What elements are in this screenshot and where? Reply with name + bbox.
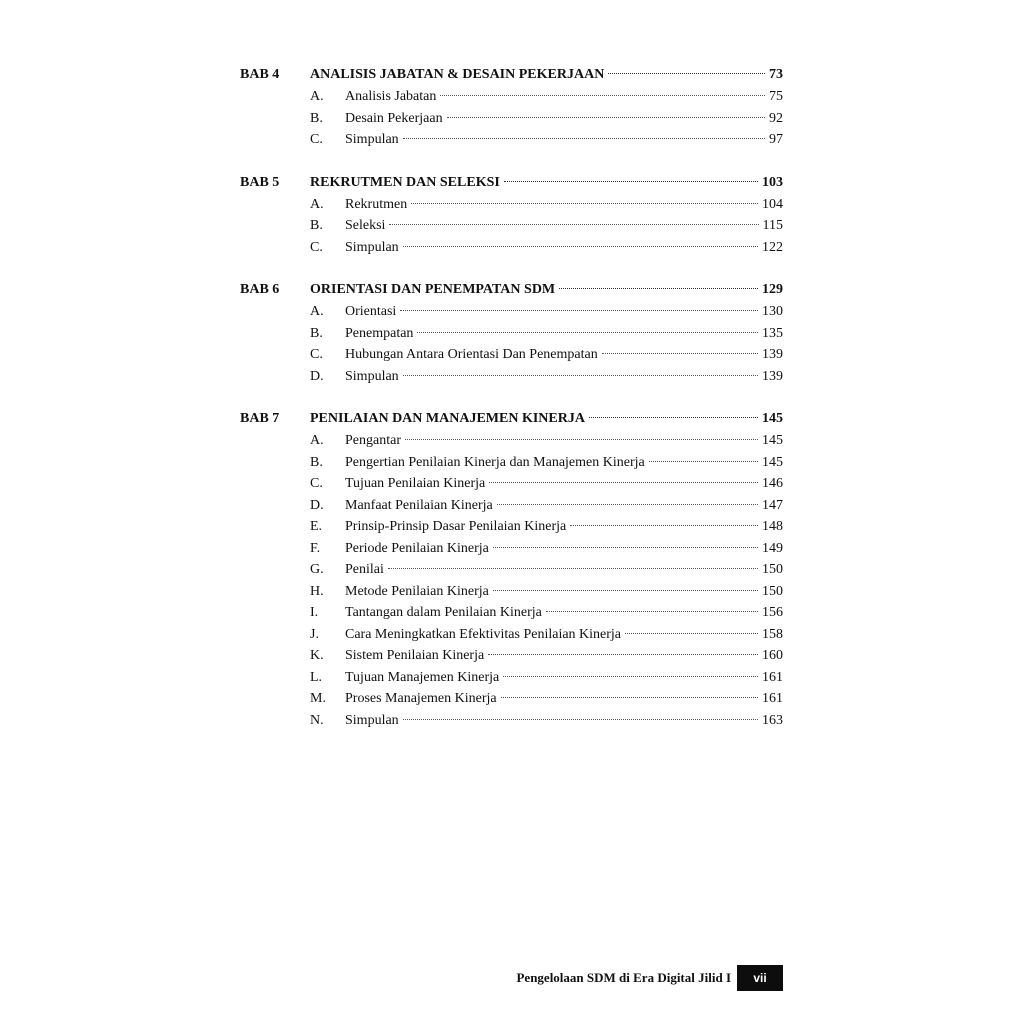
section-title: Sistem Penilaian Kinerja <box>345 648 485 663</box>
chapter-block <box>240 408 783 731</box>
dot-leader <box>488 654 758 655</box>
section-letter: A. <box>310 196 324 212</box>
dot-leader <box>489 482 758 483</box>
section-letter: A. <box>310 89 324 104</box>
section-title: Analisis Jabatan <box>345 89 437 104</box>
section-title: Hubungan Antara Orientasi Dan Penempatan <box>345 347 598 362</box>
section-entry <box>240 215 783 237</box>
chapter-block <box>240 64 783 151</box>
section-page-number: 92 <box>769 110 783 126</box>
section-letter: H. <box>310 583 324 599</box>
dot-leader <box>388 568 758 569</box>
section-entry <box>240 710 783 732</box>
chapter-heading <box>240 279 783 301</box>
dot-leader <box>493 547 758 548</box>
section-entry <box>240 129 783 151</box>
section-letter: A. <box>310 433 324 448</box>
section-letter: M. <box>310 691 326 706</box>
section-page-number: 145 <box>762 454 783 470</box>
section-page-number: 130 <box>762 304 783 319</box>
section-page-number: 122 <box>762 239 783 255</box>
section-title: Manfaat Penilaian Kinerja <box>345 497 493 513</box>
section-letter: E. <box>310 519 323 534</box>
section-title: Proses Manajemen Kinerja <box>345 691 497 706</box>
section-title: Periode Penilaian Kinerja <box>345 540 489 556</box>
dot-leader <box>649 461 758 462</box>
dot-leader <box>447 117 765 118</box>
dot-leader <box>417 332 758 333</box>
section-title: Simpulan <box>345 368 399 384</box>
section-title: Orientasi <box>345 304 397 319</box>
section-letter: B. <box>310 454 323 470</box>
section-letter: C. <box>310 347 323 362</box>
section-entry <box>240 430 783 452</box>
section-letter: B. <box>310 110 323 126</box>
dot-leader <box>403 246 758 247</box>
dot-leader <box>625 633 758 634</box>
section-page-number: 150 <box>762 583 783 599</box>
section-page-number: 148 <box>762 519 783 534</box>
section-letter: C. <box>310 476 323 491</box>
page-footer <box>516 965 783 991</box>
dot-leader <box>405 439 758 440</box>
chapter-title: PENILAIAN DAN MANAJEMEN KINERJA <box>310 411 585 426</box>
section-letter: G. <box>310 562 324 577</box>
section-page-number: 147 <box>762 497 783 513</box>
chapter-title: REKRUTMEN DAN SELEKSI <box>310 174 500 190</box>
section-letter: N. <box>310 712 324 728</box>
section-letter: D. <box>310 497 324 513</box>
dot-leader <box>403 375 758 376</box>
section-title: Simpulan <box>345 239 399 255</box>
section-entry <box>240 559 783 581</box>
section-page-number: 139 <box>762 368 783 384</box>
dot-leader <box>501 697 758 698</box>
dot-leader <box>411 203 758 204</box>
section-page-number: 139 <box>762 347 783 362</box>
section-title: Metode Penilaian Kinerja <box>345 583 489 599</box>
dot-leader <box>602 353 758 354</box>
dot-leader <box>400 310 758 311</box>
section-entry <box>240 667 783 689</box>
section-title: Prinsip-Prinsip Dasar Penilaian Kinerja <box>345 519 567 534</box>
section-entry <box>240 108 783 130</box>
section-entry <box>240 645 783 667</box>
chapter-number: BAB 4 <box>240 67 280 82</box>
chapter-title: ORIENTASI DAN PENEMPATAN SDM <box>310 282 556 297</box>
dot-leader <box>497 504 758 505</box>
section-letter: B. <box>310 325 323 341</box>
section-letter: L. <box>310 669 323 685</box>
section-letter: J. <box>310 626 319 642</box>
chapter-block <box>240 172 783 259</box>
section-page-number: 158 <box>762 626 783 642</box>
dot-leader <box>440 95 765 96</box>
dot-leader <box>389 224 758 225</box>
dot-leader <box>608 73 765 74</box>
section-entry <box>240 344 783 366</box>
section-entry <box>240 538 783 560</box>
section-entry <box>240 688 783 710</box>
section-title: Tujuan Penilaian Kinerja <box>345 476 486 491</box>
section-title: Pengertian Penilaian Kinerja dan Manajemen Kinerja <box>345 454 645 470</box>
section-entry <box>240 473 783 495</box>
chapter-heading <box>240 408 783 430</box>
dot-leader <box>546 611 758 612</box>
footer-book-title: Pengelolaan SDM di Era Digital Jilid I <box>516 970 731 985</box>
section-page-number: 156 <box>762 605 783 620</box>
chapter-number: BAB 7 <box>240 411 280 426</box>
section-title: Desain Pekerjaan <box>345 110 443 126</box>
section-page-number: 146 <box>762 476 783 491</box>
section-page-number: 163 <box>762 712 783 728</box>
section-entry <box>240 194 783 216</box>
chapter-number: BAB 5 <box>240 174 280 190</box>
chapter-heading <box>240 64 783 86</box>
section-title: Tujuan Manajemen Kinerja <box>345 669 500 685</box>
section-entry <box>240 516 783 538</box>
dot-leader <box>403 719 758 720</box>
section-entry <box>240 602 783 624</box>
section-title: Cara Meningkatkan Efektivitas Penilaian Kinerja <box>345 626 622 642</box>
chapter-page-number: 73 <box>769 67 783 82</box>
dot-leader <box>559 288 758 289</box>
chapter-heading <box>240 172 783 194</box>
section-letter: D. <box>310 368 324 384</box>
section-page-number: 97 <box>769 132 783 147</box>
section-letter: I. <box>310 605 319 620</box>
chapter-page-number: 145 <box>762 411 783 426</box>
section-entry <box>240 237 783 259</box>
section-entry <box>240 86 783 108</box>
section-page-number: 150 <box>762 562 783 577</box>
table-of-contents <box>240 64 783 752</box>
section-title: Rekrutmen <box>345 196 408 212</box>
section-page-number: 75 <box>769 89 783 104</box>
section-page-number: 135 <box>762 325 783 341</box>
chapter-block <box>240 279 783 387</box>
section-title: Penempatan <box>345 325 414 341</box>
dot-leader <box>589 417 758 418</box>
section-title: Tantangan dalam Penilaian Kinerja <box>345 605 542 620</box>
section-letter: K. <box>310 648 324 663</box>
chapter-page-number: 129 <box>762 282 783 297</box>
section-entry <box>240 452 783 474</box>
section-title: Simpulan <box>345 712 399 728</box>
section-letter: C. <box>310 239 323 255</box>
section-page-number: 160 <box>762 648 783 663</box>
section-entry <box>240 301 783 323</box>
section-page-number: 115 <box>762 218 783 233</box>
section-entry <box>240 624 783 646</box>
dot-leader <box>504 181 758 182</box>
chapter-number: BAB 6 <box>240 282 280 297</box>
chapter-page-number: 103 <box>762 174 783 190</box>
footer-page-number: vii <box>737 965 783 991</box>
section-entry <box>240 581 783 603</box>
section-title: Seleksi <box>345 218 386 233</box>
section-letter: F. <box>310 540 321 556</box>
section-title: Penilai <box>345 562 384 577</box>
section-entry <box>240 323 783 345</box>
section-letter: B. <box>310 218 323 233</box>
section-letter: A. <box>310 304 324 319</box>
section-page-number: 161 <box>762 669 783 685</box>
section-page-number: 145 <box>762 433 783 448</box>
section-page-number: 161 <box>762 691 783 706</box>
dot-leader <box>493 590 758 591</box>
chapter-title: ANALISIS JABATAN & DESAIN PEKERJAAN <box>310 67 605 82</box>
section-entry <box>240 366 783 388</box>
section-title: Simpulan <box>345 132 399 147</box>
section-entry <box>240 495 783 517</box>
dot-leader <box>403 138 765 139</box>
dot-leader <box>503 676 758 677</box>
section-page-number: 104 <box>762 196 783 212</box>
dot-leader <box>570 525 758 526</box>
section-page-number: 149 <box>762 540 783 556</box>
section-letter: C. <box>310 132 323 147</box>
section-title: Pengantar <box>345 433 401 448</box>
